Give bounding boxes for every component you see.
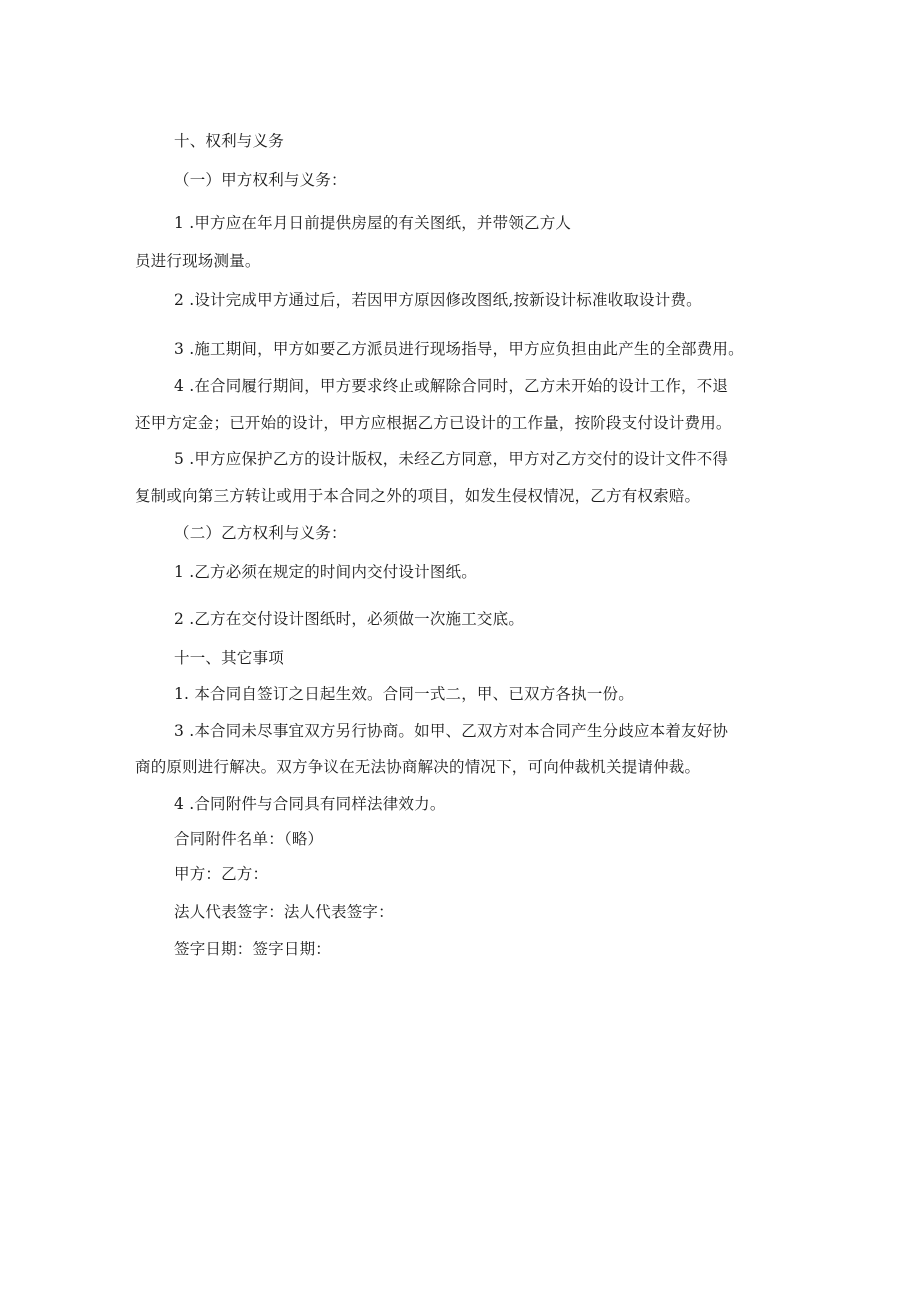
clause-a5-line1: 5 .甲方应保护乙方的设计版权，未经乙方同意，甲方对乙方交付的设计文件不得 [174,450,729,468]
clause-b1: 1 .乙方必须在规定的时间内交付设计图纸。 [174,563,477,581]
clause-a1-line1: 1 .甲方应在年月日前提供房屋的有关图纸，并带领乙方人 [174,214,572,232]
clause-b2: 2 .乙方在交付设计图纸时，必须做一次施工交底。 [174,610,525,628]
sign-dates-line: 签字日期：签字日期： [174,940,332,958]
party-b-heading: （二）乙方权利与义务： [174,524,347,542]
section-11-title: 十一、其它事项 [174,649,284,667]
clause-a4-line1: 4 .在合同履行期间，甲方要求终止或解除合同时，乙方未开始的设计工作，不退 [174,377,729,395]
clause-a5-line2: 复制或向第三方转让或用于本合同之外的项目，如发生侵权情况，乙方有权索赔。 [135,487,701,505]
clause-o3-line2: 商的原则进行解决。双方争议在无法协商解决的情况下，可向仲裁机关提请仲裁。 [135,758,701,776]
clause-a1-line2: 员进行现场测量。 [135,252,261,270]
signatures-line: 法人代表签字：法人代表签字： [174,903,394,921]
section-10-title: 十、权利与义务 [174,132,284,150]
clause-o1: 1. 本合同自签订之日起生效。合同一式二，甲、已双方各执一份。 [174,685,634,703]
clause-a4-line2: 还甲方定金；已开始的设计，甲方应根据乙方已设计的工作量，按阶段支付设计费用。 [135,414,732,432]
clause-a3: 3 .施工期间，甲方如要乙方派员进行现场指导，甲方应负担由此产生的全部费用。 [174,340,744,358]
party-a-heading: （一）甲方权利与义务： [174,171,347,189]
clause-o3-line1: 3 .本合同未尽事宜双方另行协商。如甲、乙双方对本合同产生分歧应本着友好协 [174,722,729,740]
clause-a2: 2 .设计完成甲方通过后，若因甲方原因修改图纸,按新设计标准收取设计费。 [174,291,702,309]
attachment-list: 合同附件名单：（略） [174,830,324,848]
clause-o4: 4 .合同附件与合同具有同样法律效力。 [174,795,446,813]
parties-line: 甲方：乙方： [174,865,269,883]
